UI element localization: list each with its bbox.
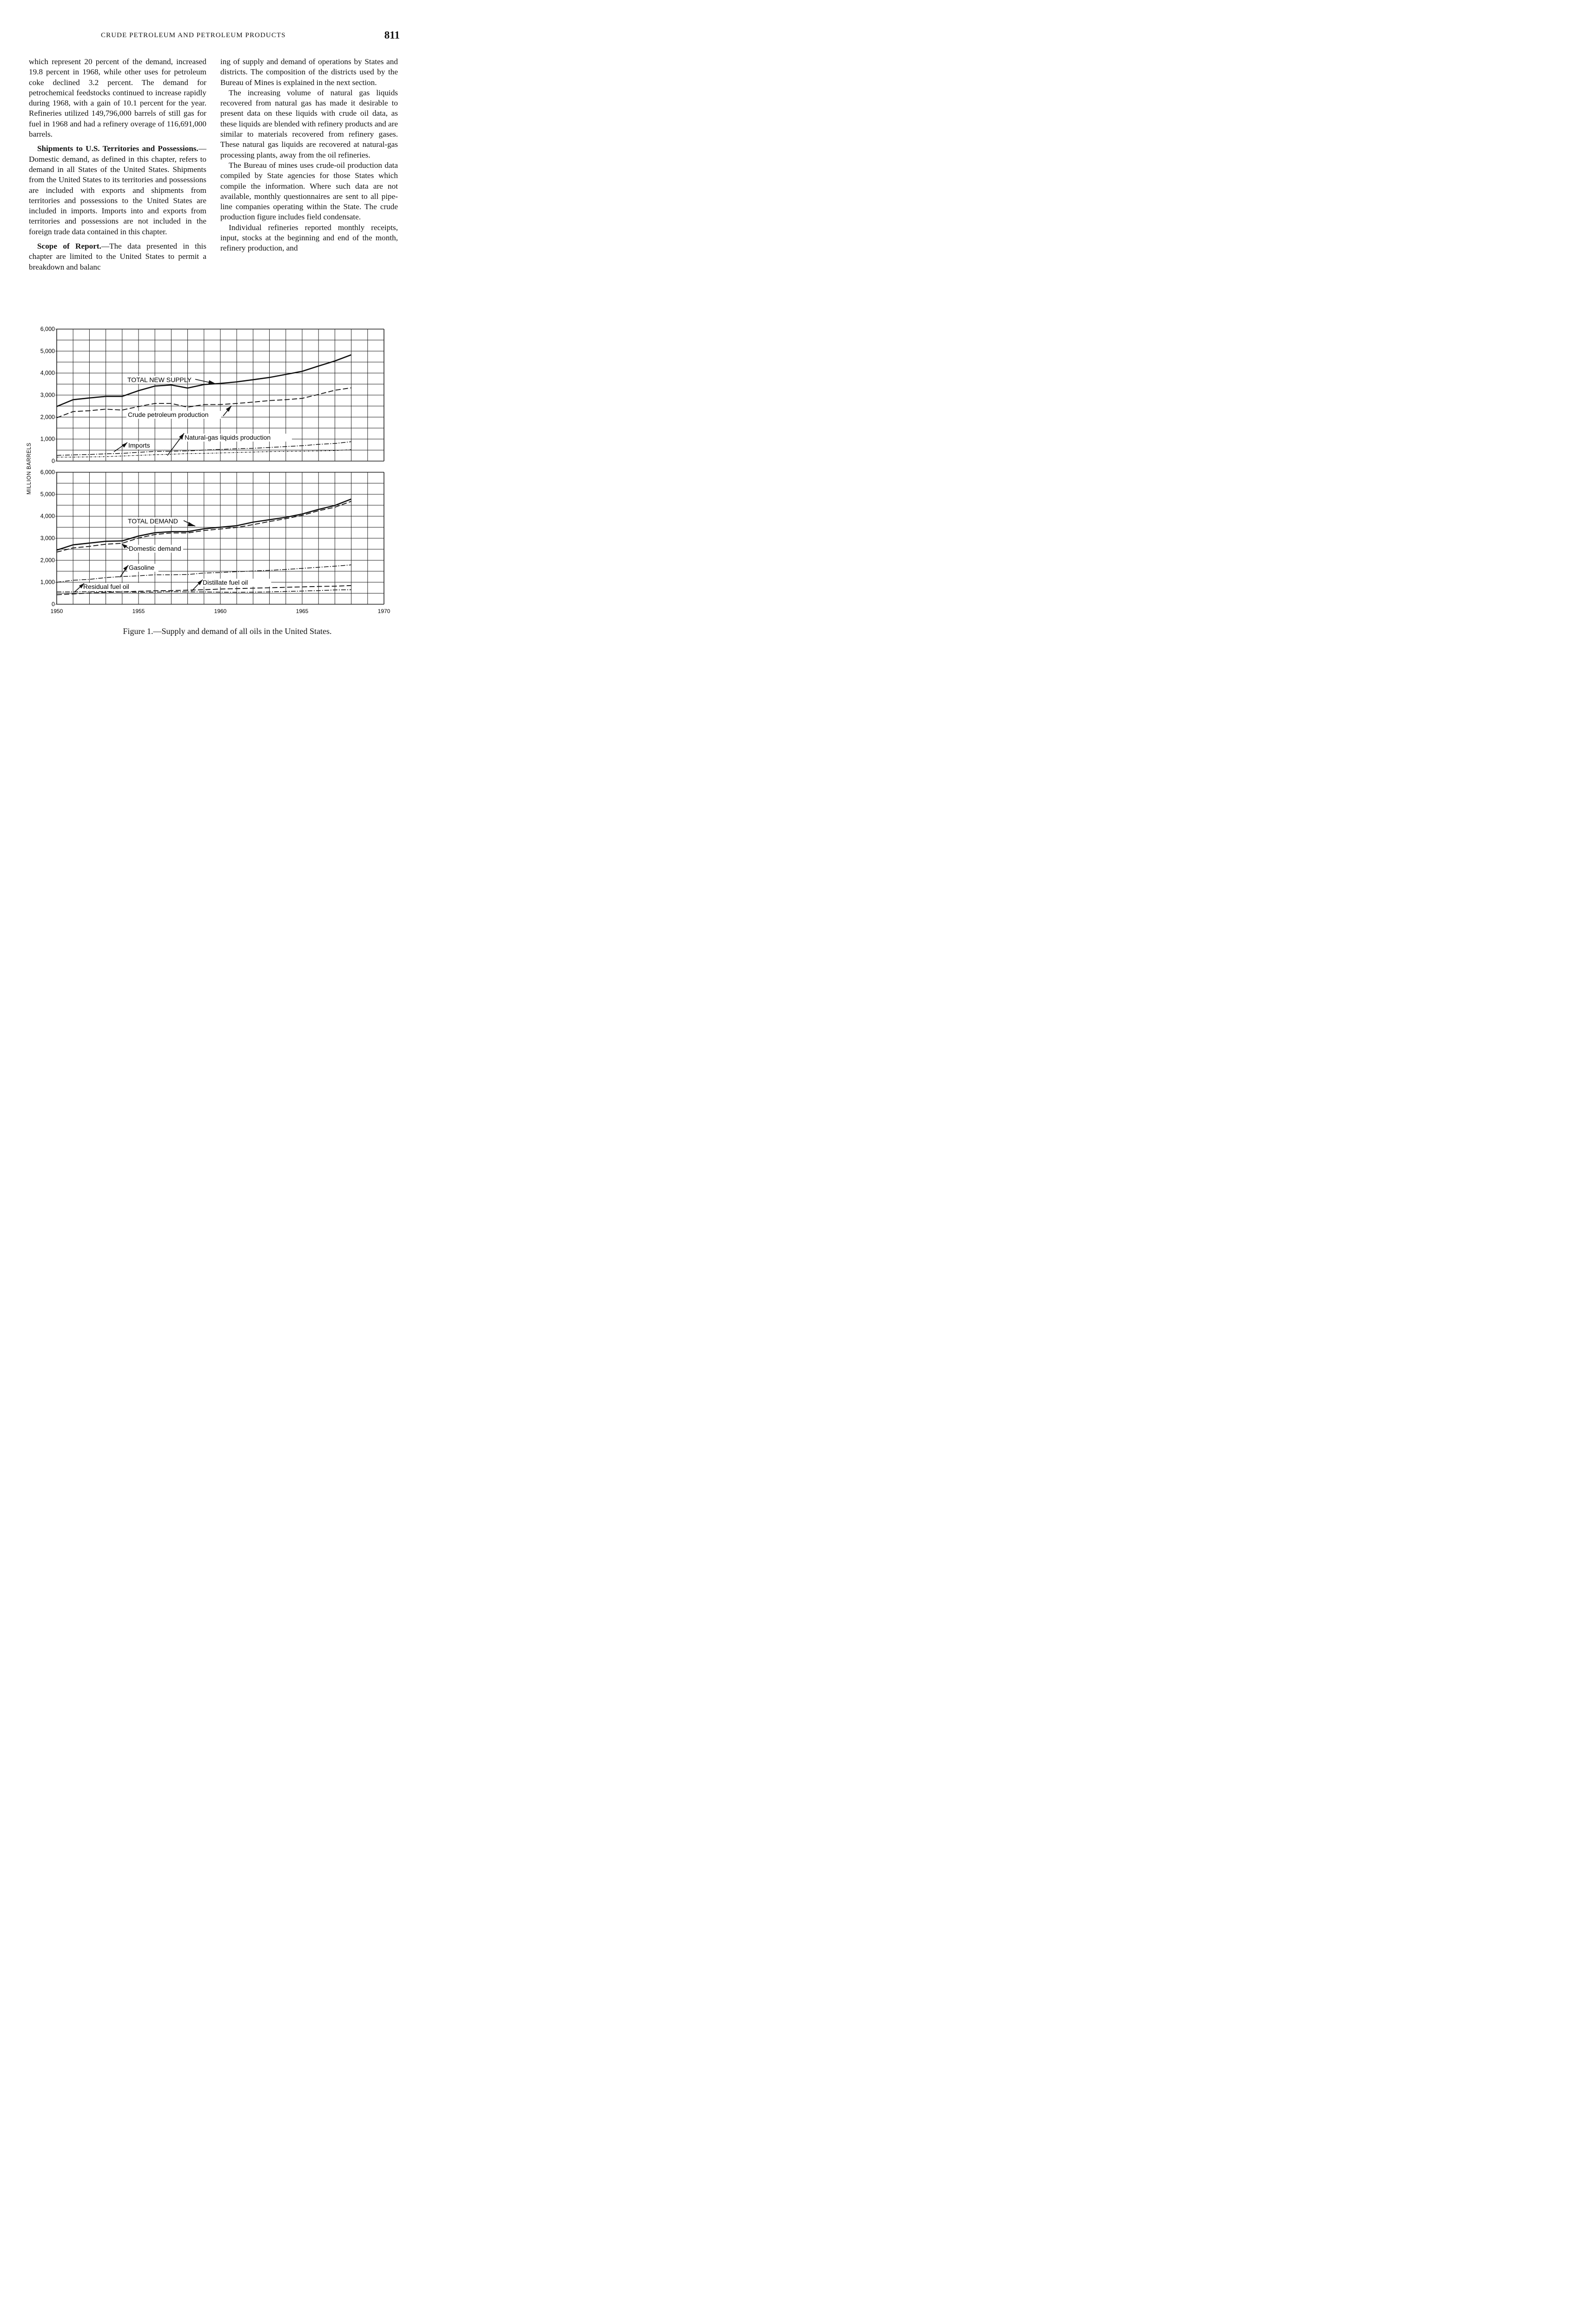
supply-demand-figure [0,321,455,623]
arrow-head [226,406,231,412]
paragraph-natural-gas-liquids: The increasing volume of natural gas liquids recovered from natural gas has made it desirable to present data on these liquids with crude oil data, as these liquids are blended with refinery products and are similar to materials recovered from refinery gases. These natural gas liquids are recovered at natural-gas processing plants, away from the oil refineries. [220,88,398,159]
paragraph-districts: ing of supply and demand of operations by States and districts. The composition of the districts used by the Bureau of Mines is explained in the next section. [220,57,398,87]
y-tick-label: 5,000 [40,348,55,355]
label-text: Imports [128,442,150,449]
y-tick-label: 2,000 [40,557,55,564]
paragraph-coke-demand: which represent 20 percent of the demand, increased 19.8 percent in 1968, while other uses for petroleum coke declined 3.2 percent. The demand for petrochemical feedstocks continued to increase rapidly during 1968, with a gain of 10.1 percent for the year. Refineries utilized 149,796,000 barrels of still gas for fuel in 1968 and had a refinery overage of 116,691,000 barrels. [29,57,206,139]
supply-panel [40,326,384,464]
label-text: Domestic demand [129,545,181,552]
label-text: Residual fuel oil [83,583,129,590]
y-tick-label: 6,000 [40,326,55,332]
left-column [29,57,206,272]
arrow-head [208,380,216,384]
y-tick-label: 3,000 [40,535,55,541]
label-text: TOTAL NEW SUPPLY [127,376,192,383]
y-tick-label: 1,000 [40,436,55,442]
running-header [0,31,455,43]
paragraph-shipments [29,144,206,237]
y-tick-label: 2,000 [40,414,55,421]
page-number: 811 [384,29,400,41]
demand-panel [40,469,390,614]
arrow-head [122,544,127,548]
shipments-text: —Domestic demand, as defined in this chapter, refers to demand in all States of the United States. Shipments from the United States to its territories and possessions are included with exports and shipments from territories and possessions to the United States are included in imports. Imports into and exports from territories and possessions are not included in the foreign trade data contained in this chapter. [29,144,206,236]
shipments-heading: Shipments to U.S. Territories and Possessions. [37,144,198,153]
x-tick-label: 1950 [50,608,63,614]
x-tick-label: 1960 [214,608,227,614]
x-tick-label: 1965 [296,608,309,614]
x-tick-label: 1970 [377,608,390,614]
paragraph-refineries: Individual refineries reported monthly receipts, input, stocks at the beginning and end of the month, refinery production, and [220,223,398,253]
figure-caption: Figure 1.—Supply and demand of all oils in the United States. [123,627,332,636]
x-tick-label: 1955 [132,608,145,614]
arrow-head [122,442,127,448]
label-text: Natural-gas liquids production [185,434,271,441]
scope-text: —The data presented in this chapter are limited to the United States to permit a breakdown and balanc [29,242,206,271]
label-text: Crude petroleum production [128,411,209,418]
y-tick-label: 5,000 [40,491,55,498]
label-text: Distillate fuel oil [203,579,248,586]
y-tick-label: 4,000 [40,513,55,520]
label-text: TOTAL DEMAND [128,517,178,525]
arrow-head [188,522,195,526]
y-axis-title: MILLION BARRELS [26,442,32,495]
right-column [220,57,398,254]
y-tick-label: 0 [52,458,55,464]
paragraph-crude-production: The Bureau of mines uses crude-oil production data compiled by State agencies for those States which compile the information. Where such data are not available, monthly questionnaires are sent to all pipeline companies operating within the State. The crude production figure includes field condensate. [220,160,398,222]
y-tick-label: 1,000 [40,579,55,586]
y-tick-label: 0 [52,601,55,607]
y-tick-label: 3,000 [40,392,55,398]
y-tick-label: 6,000 [40,469,55,475]
y-tick-label: 4,000 [40,370,55,376]
running-title: CRUDE PETROLEUM AND PETROLEUM PRODUCTS [101,32,286,39]
scope-heading: Scope of Report. [37,242,101,251]
paragraph-scope [29,241,206,272]
label-text: Gasoline [129,564,155,571]
